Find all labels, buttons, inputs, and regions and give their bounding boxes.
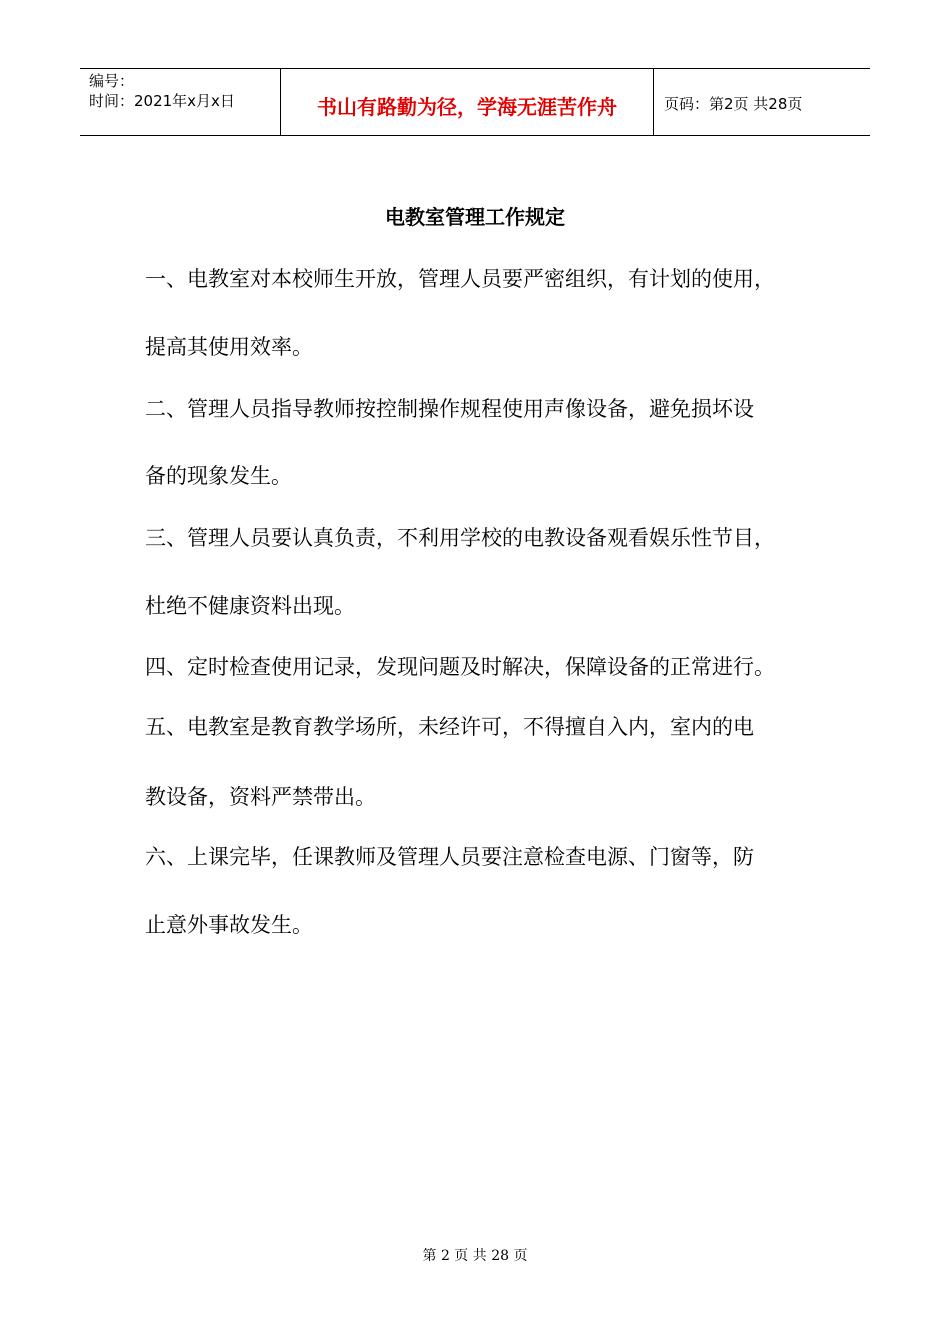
header-page-info: 页码：第2页 共28页 [664, 94, 803, 113]
body-line: 一、电教室对本校师生开放，管理人员要严密组织，有计划的使用， [145, 267, 775, 291]
number-label: 编号： [89, 72, 135, 90]
header-meta-cell [80, 69, 281, 135]
body-line: 二、管理人员指导教师按控制操作规程使用声像设备，避免损坏设 [145, 397, 754, 421]
body-line: 备的现象发生。 [145, 464, 292, 488]
body-line: 止意外事故发生。 [145, 913, 313, 937]
page-header [80, 68, 870, 136]
body-line: 提高其使用效率。 [145, 335, 313, 359]
body-line: 三、管理人员要认真负责，不利用学校的电教设备观看娱乐性节目， [145, 526, 775, 550]
body-line: 杜绝不健康资料出现。 [145, 594, 355, 618]
document-title: 电教室管理工作规定 [385, 205, 565, 229]
date-label: 时间：2021年x月x日 [89, 92, 235, 110]
body-line: 六、上课完毕，任课教师及管理人员要注意检查电源、门窗等，防 [145, 845, 754, 869]
page-footer: 第 2 页 共 28 页 [422, 1248, 528, 1264]
body-line: 五、电教室是教育教学场所，未经许可，不得擅自入内，室内的电 [145, 715, 754, 739]
body-line: 四、定时检查使用记录，发现问题及时解决，保障设备的正常进行。 [145, 655, 775, 679]
header-motto: 书山有路勤为径，学海无涯苦作舟 [281, 69, 654, 135]
body-line: 教设备，资料严禁带出。 [145, 785, 376, 809]
